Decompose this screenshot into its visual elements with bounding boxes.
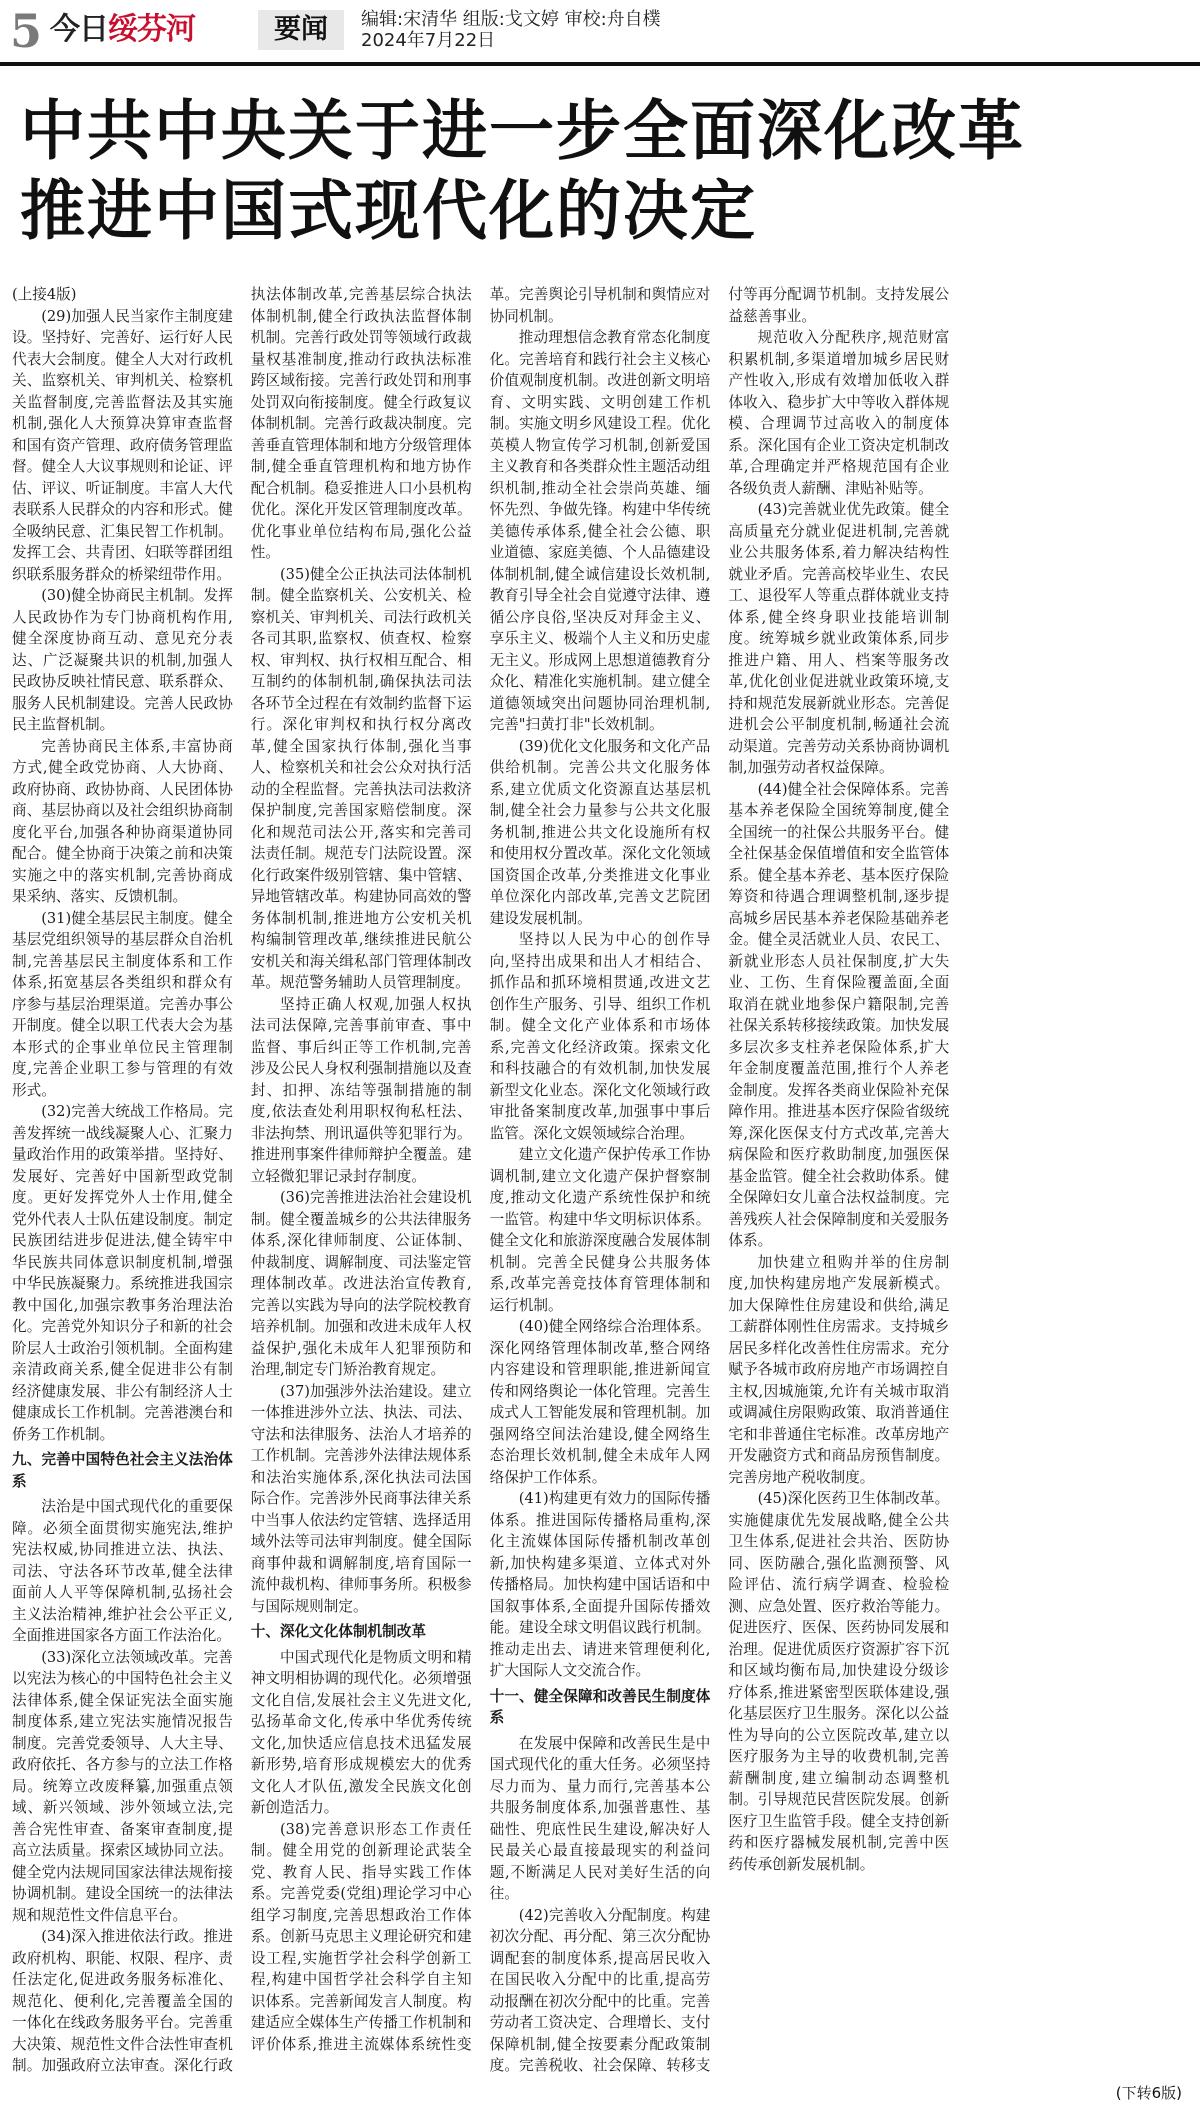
headline-line-2: 推进中国式现代化的决定 [20,174,758,249]
paragraph: (42)完善收入分配制度。构建初次分配、再分配、第三次分配协调配套的制度体系,提高居民收入在国民收入分配中的比重,提高劳动报酬在初次分配中的比重。完善劳动者工资决定、合理增长、支付保障机制,健全按要素分配政策制度。完善税收、社会保障、转移支付等再分配调节机制。支持发展公益慈善事业。 [489,286,950,2074]
masthead [0,0,1200,66]
paragraph: (29)加强人民当家作主制度建设。坚持好、完善好、运行好人民代表大会制度。健全人大对行政机关、监察机关、审判机关、检察机关监督制度,完善监督法及其实施机制,强化人大预算决算审查监督和国有资产管理、政府债务管理监督。健全人大议事规则和论证、评估、评议、听证制度。丰富人大代表联系人民群众的内容和形式。健全吸纳民意、汇集民智工作机制。发挥工会、共青团、妇联等群团组织联系服务群众的桥梁纽带作用。 [12,307,233,583]
paragraph: (41)构建更有效力的国际传播体系。推进国际传播格局重构,深化主流媒体国际传播机制改革创新,加快构建多渠道、立体式对外传播格局。加快构建中国话语和中国叙事体系,全面提升国际传播效能。建设全球文明倡议践行机制。推动走出去、请进来管理便利化,扩大国际人文交流合作。 [489,1490,711,1679]
paragraph: (32)完善大统战工作格局。完善发挥统一战线凝聚人心、汇聚力量政治作用的政策举措。坚持好、发展好、完善好中国新型政党制度。更好发挥党外人士作用,健全党外代表人士队伍建设制度。制定民族团结进步促进法,健全铸牢中华民族共同体意识制度机制,增强中华民族凝聚力。系统推进我国宗教中国化,加强宗教事务治理法治化。完善党外知识分子和新的社会阶层人士政治引领机制。全面构建亲清政商关系,健全促进非公有制经济健康发展、非公有制经济人士健康成长工作机制。完善港澳台和侨务工作机制。 [12,1103,233,1443]
paragraph: 规范收入分配秩序,规范财富积累机制,多渠道增加城乡居民财产性收入,形成有效增加低收入群体收入、稳步扩大中等收入群体规模、合理调节过高收入的制度体系。深化国有企业工资决定机制改革,合理确定并严格规范国有企业各级负责人薪酬、津贴补贴等。 [728,329,950,497]
paper-name-prefix: 今日 [50,12,108,47]
headline-line-1: 中共中央关于进一步全面深化改革 [20,94,1026,169]
page-number: 5 [10,4,43,58]
paragraph: (37)加强涉外法治建设。建立一体推进涉外立法、执法、司法、守法和法律服务、法治人才培养的工作机制。完善涉外法律法规体系和法治实施体系,深化执法司法国际合作。完善涉外民商事法律关系中当事人依法约定管辖、选择适用域外法等司法审判制度。健全国际商事仲裁和调解制度,培育国际一流仲裁机构、律师事务所。积极参与国际规则制定。 [250,1382,472,1615]
section-label: 要闻 [258,10,344,50]
paragraph: (35)健全公正执法司法体制机制。健全监察机关、公安机关、检察机关、审判机关、司法行政机关各司其职,监察权、侦查权、检察权、审判权、执行权相互配合、相互制约的体制机制,确保执法司法各环节全过程在有效制约监督下运行。深化审判权和执行权分离改革,健全国家执行体制,强化当事人、检察机关和社会公众对执行活动的全程监督。完善执法司法救济保护制度,完善国家赔偿制度。深化和规范司法公开,落实和完善司法责任制。规范专门法院设置。深化行政案件级别管辖、集中管辖、异地管辖改革。构建协同高效的警务体制机制,推进地方公安机关机构编制管理改革,继续推进民航公安机关和海关缉私部门管理体制改革。规范警务辅助人员管理制度。 [250,565,472,991]
paragraph: (36)完善推进法治社会建设机制。健全覆盖城乡的公共法律服务体系,深化律师制度、公证体制、仲裁制度、调解制度、司法鉴定管理体制改革。改进法治宣传教育,完善以实践为导向的法学院校教育培养机制。加强和改进未成年人权益保护,强化未成年人犯罪预防和治理,制定专门矫治教育规定。 [250,1189,472,1378]
paper-name-city: 绥芬河 [108,12,195,47]
paragraph: 中国式现代化是物质文明和精神文明相协调的现代化。必须增强文化自信,发展社会主义先进文化,弘扬革命文化,传承中华优秀传统文化,加快适应信息技术迅猛发展新形势,培育形成规模宏大的优秀文化人才队伍,激发全民族文化创新创造活力。 [250,1648,472,1816]
paragraph: 推动理想信念教育常态化制度化。完善培育和践行社会主义核心价值观制度机制。改进创新文明培育、文明实践、文明创建工作机制。实施文明乡风建设工程。优化英模人物宣传学习机制,创新爱国主义教育和各类群众性主题活动组织机制,推动全社会崇尚英雄、缅怀先烈、争做先锋。构建中华传统美德传承体系,健全社会公德、职业道德、家庭美德、个人品德建设体制机制,健全诚信建设长效机制,教育引导全社会自觉遵守法律、遵循公序良俗,坚决反对拜金主义、享乐主义、极端个人主义和历史虚无主义。形成网上思想道德教育分众化、精准化实施机制。建立健全道德领域突出问题协同治理机制,完善"扫黄打非"长效机制。 [489,329,711,733]
paragraph: 坚持正确人权观,加强人权执法司法保障,完善事前审查、事中监督、事后纠正等工作机制,完善涉及公民人身权利强制措施以及查封、扣押、冻结等强制措施的制度,依法查处利用职权徇私枉法、非法拘禁、刑讯逼供等犯罪行为。推进刑事案件律师辩护全覆盖。建立轻微犯罪记录封存制度。 [250,995,472,1185]
paragraph: (30)健全协商民主机制。发挥人民政协作为专门协商机构作用,健全深度协商互动、意见充分表达、广泛凝聚共识的机制,加强人民政协反映社情民意、联系群众、服务人民机制建设。完善人民政协民主监督机制。 [12,587,233,733]
headline [20,92,1190,252]
paragraph: 加快建立租购并举的住房制度,加快构建房地产发展新模式。加大保障性住房建设和供给,满足工薪群体刚性住房需求。支持城乡居民多样化改善性住房需求。充分赋予各城市政府房地产市场调控自主权,因城施策,允许有关城市取消或调减住房限购政策、取消普通住宅和非普通住宅标准。改革房地产开发融资方式和商品房预售制度。完善房地产税收制度。 [728,1253,950,1486]
paragraph: 在发展中保障和改善民生是中国式现代化的重大任务。必须坚持尽力而为、量力而行,完善基本公共服务制度体系,加强普惠性、基础性、兜底性民生建设,解决好人民最关心最直接最现实的利益问题,不断满足人民对美好生活的向往。 [489,1734,711,1902]
paragraph: 法治是中国式现代化的重要保障。必须全面贯彻实施宪法,维护宪法权威,协同推进立法、执法、司法、守法各环节改革,健全法律面前人人平等保障机制,弘扬社会主义法治精神,维护社会公平正义,全面推进国家各方面工作法治化。 [12,1498,233,1644]
paragraph: (34)深入推进依法行政。推进政府机构、职能、权限、程序、责任法定化,促进政务服务标准化、规范化、便利化,完善覆盖全国的一体化在线政务服务平台。完善重大决策、规范性文件合法性审查机制。加强政府立法审查。深化行政执法体制改革,完善基层综合执法体制机制,健全行政执法监督体制机制。完善行政处罚等领域行政裁量权基准制度,推动行政执法标准跨区域衔接。完善行政处罚和刑事处罚双向衔接制度。健全行政复议体制机制。完善行政裁决制度。完善垂直管理体制和地方分级管理体制,健全垂直管理机构和地方协作配合机制。稳妥推进人口小县机构优化。深化开发区管理制度改革。优化事业单位结构布局,强化公益性。 [12,286,472,2074]
paragraph: (31)健全基层民主制度。健全基层党组织领导的基层群众自治机制,完善基层民主制度体系和工作体系,拓宽基层各类组织和群众有序参与基层治理渠道。完善办事公开制度。健全以职工代表大会为基本形式的企事业单位民主管理制度,完善企业职工参与管理的有效形式。 [12,909,233,1099]
paragraph: 建立文化遗产保护传承工作协调机制,建立文化遗产保护督察制度,推动文化遗产系统性保护和统一监管。构建中华文明标识体系。健全文化和旅游深度融合发展体制机制。完善全民健身公共服务体系,改革完善竞技体育管理体制和运行机制。 [489,1146,711,1314]
section-heading-9: 九、完善中国特色社会主义法治体系 [12,1451,233,1490]
paper-name [50,10,195,50]
paragraph: (45)深化医药卫生体制改革。实施健康优先发展战略,健全公共卫生体系,促进社会共治、医防协同、医防融合,强化监测预警、风险评估、流行病学调查、检验检测、应急处置、医疗救治等能力。促进医疗、医保、医药协同发展和治理。促进优质医疗资源扩容下沉和区域均衡布局,加快建设分级诊疗体系,推进紧密型医联体建设,强化基层医疗卫生服务。深化以公益性为导向的公立医院改革,建立以医疗服务为主导的收费机制,完善薪酬制度,建立编制动态调整机制。引导规范民营医院发展。创新医疗卫生监管手段。健全支持创新药和医疗器械发展机制,完善中医药传承创新发展机制。 [728,1490,950,1873]
continued-from: (上接4版) [12,286,77,303]
paragraph: 坚持以人民为中心的创作导向,坚持出成果和出人才相结合、抓作品和抓环境相贯通,改进文艺创作生产服务、引导、组织工作机制。健全文化产业体系和市场体系,完善文化经济政策。探索文化和科技融合的有效机制,加快发展新型文化业态。深化文化领域行政审批备案制度改革,加强事中事后监管。深化文娱领域综合治理。 [489,931,711,1142]
paragraph: (40)健全网络综合治理体系。深化网络管理体制改革,整合网络内容建设和管理职能,推进新闻宣传和网络舆论一体化管理。完善生成式人工智能发展和管理机制。加强网络空间法治建设,健全网络生态治理长效机制,健全未成年人网络保护工作体系。 [489,1318,711,1486]
paragraph: (44)健全社会保障体系。完善基本养老保险全国统筹制度,健全全国统一的社保公共服务平台。健全社保基金保值增值和安全监管体系。健全基本养老、基本医疗保险筹资和待遇合理调整机制,逐步提高城乡居民基本养老保险基础养老金。健全灵活就业人员、农民工、新就业形态人员社保制度,扩大失业、工伤、生育保险覆盖面,全面取消在就业地参保户籍限制,完善社保关系转移接续政策。加快发展多层次多支柱养老保险体系,扩大年金制度覆盖范围,推行个人养老金制度。发挥各类商业保险补充保障作用。推进基本医疗保险省级统筹,深化医保支付方式改革,完善大病保险和医疗救助制度,加强医保基金监管。健全社会救助体系。健全保障妇女儿童合法权益制度。完善残疾人社会保障制度和关爱服务体系。 [728,780,950,1249]
continued-to: (下转6版) [1115,2084,1182,2102]
section-heading-10: 十、深化文化体制机制改革 [250,1623,426,1640]
editor-credits: 编辑:宋清华 组版:戈文婷 审校:舟自樸 [361,9,661,30]
paragraph: (33)深化立法领域改革。完善以宪法为核心的中国特色社会主义法律体系,健全保证宪法全面实施制度体系,建立宪法实施情况报告制度。完善党委领导、人大主导、政府依托、各方参与的立法工作格局。统筹立改废释纂,加强重点领域、新兴领域、涉外领域立法,完善合宪性审查、备案审查制度,提高立法质量。探索区域协同立法。健全党内法规同国家法律法规衔接协调机制。建设全国统一的法律法规和规范性文件信息平台。 [12,1648,233,1924]
credits [361,9,661,51]
paragraph: 完善协商民主体系,丰富协商方式,健全政党协商、人大协商、政府协商、政协协商、人民团体协商、基层协商以及社会组织协商制度化平台,加强各种协商渠道协同配合。健全协商于决策之前和决策实施之中的落实机制,完善协商成果采纳、落实、反馈机制。 [12,737,233,905]
section-heading-11: 十一、健全保障和改善民生制度体系 [489,1687,711,1726]
paragraph: (38)完善意识形态工作责任制。健全用党的创新理论武装全党、教育人民、指导实践工作体系。完善党委(党组)理论学习中心组学习制度,完善思想政治工作体系。创新马克思主义理论研究和建设工程,实施哲学社会科学创新工程,构建中国哲学社会科学自主知识体系。完善新闻发言人制度。构建适应全媒体生产传播工作机制和评价体系,推进主流媒体系统性变革。完善舆论引导机制和舆情应对协同机制。 [250,286,711,2053]
article-body [12,284,1188,2082]
paragraph: (43)完善就业优先政策。健全高质量充分就业促进机制,完善就业公共服务体系,着力解决结构性就业矛盾。完善高校毕业生、农民工、退役军人等重点群体就业支持体系,健全终身职业技能培训制度。统筹城乡就业政策体系,同步推进户籍、用人、档案等服务改革,优化创业促进就业政策环境,支持和规范发展新就业形态。完善促进机会公平制度机制,畅通社会流动渠道。完善劳动关系协商协调机制,加强劳动者权益保障。 [728,501,950,776]
paragraph: (39)优化文化服务和文化产品供给机制。完善公共文化服务体系,建立优质文化资源直达基层机制,健全社会力量参与公共文化服务机制,推进公共文化设施所有权和使用权分置改革。深化文化领域国资国企改革,分类推进文化事业单位深化内部改革,完善文艺院团建设发展机制。 [489,737,711,927]
issue-date: 2024年7月22日 [361,30,496,51]
